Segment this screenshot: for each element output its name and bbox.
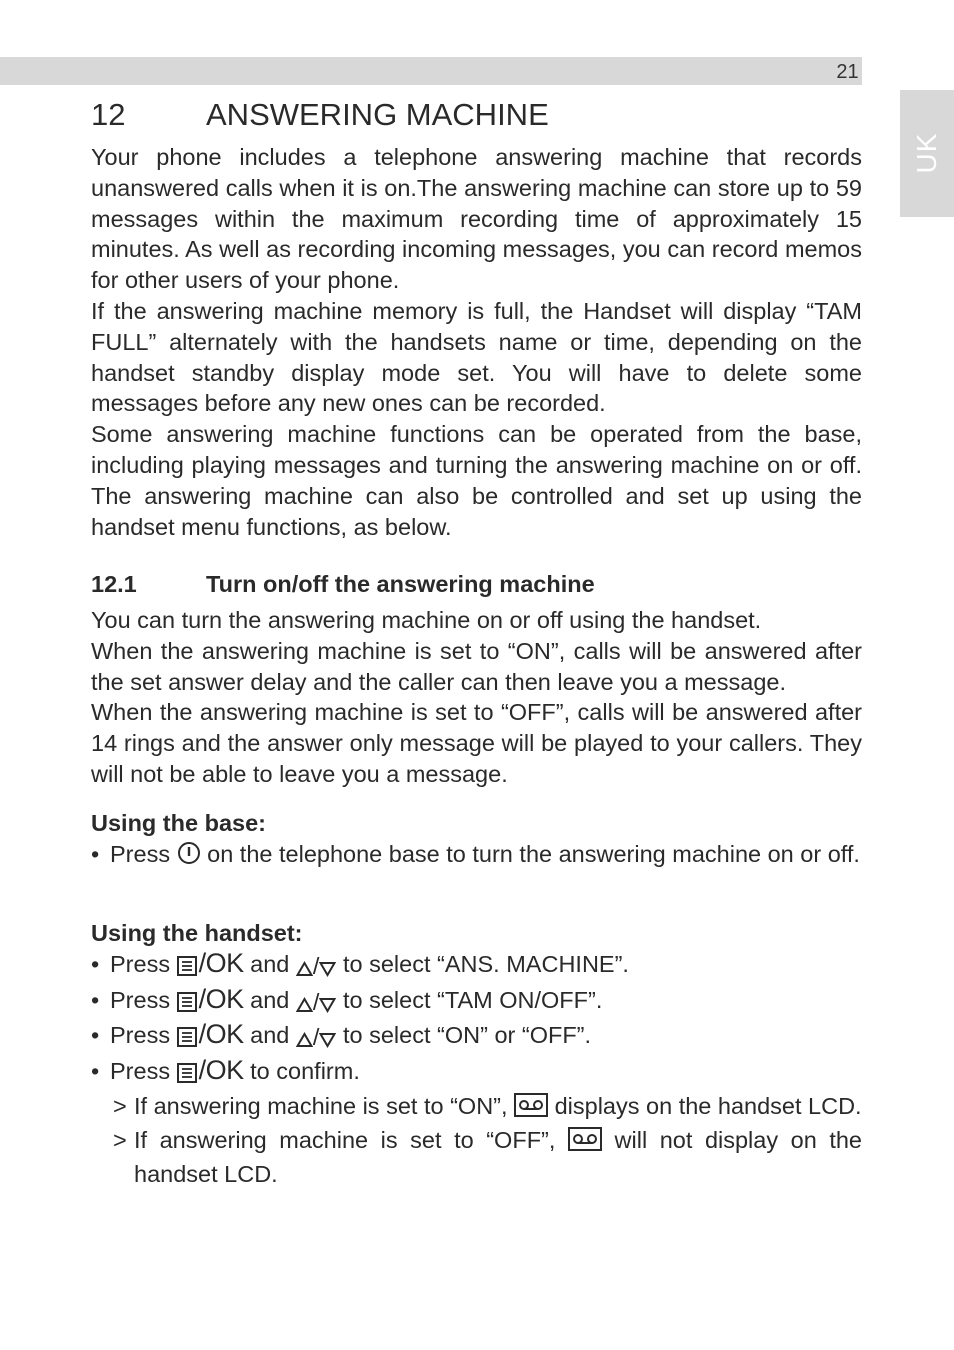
handset-heading: Using the handset: [91,920,303,946]
subsection-body [91,605,862,790]
section-title: ANSWERING MACHINE [206,97,549,132]
language-tab-label: UK [911,132,942,174]
list-item: • Press /OK and / to select “ANS. MACHINE”. [91,949,862,985]
ok-label: /OK [198,1055,244,1086]
section-heading [91,96,549,134]
section-body [91,142,862,542]
menu-icon [177,1024,197,1055]
power-icon [177,841,201,873]
subsection-title: Turn on/off the answering machine [206,571,595,597]
base-heading: Using the base: [91,810,266,836]
down-arrow-icon [319,954,336,985]
up-arrow-icon [296,990,313,1021]
ok-label: /OK [198,983,244,1014]
paragraph: When the answering machine is set to “ON”, calls will be answered after the set answer delay and the caller can then leave you a message. [91,637,862,695]
paragraph: Some answering machine functions can be operated from the base, including playing messages and turning the answering machine on or off. The answering machine can also be controlled and set up using the handset menu functions, as below. [91,421,862,540]
base-instructions [91,808,862,873]
down-arrow-icon [319,990,336,1021]
paragraph: If the answering machine memory is full, the Handset will display “TAM FULL” alternately with the handsets name or time, depending on the handset standby display mode set. You will have to delete some messages before any new ones can be recorded. [91,297,862,417]
ok-label: /OK [198,947,244,978]
tape-icon [514,1093,548,1125]
paragraph: Your phone includes a telephone answering machine that records unanswered calls when it is on.The answering machine can store up to 59 messages within the maximum recording time of approximately 15 minutes. As well as recording incoming messages, you can record memos for other users of your phone. [91,144,862,294]
section-number: 12 [91,97,126,132]
menu-icon [177,989,197,1020]
list-item: • Press on the telephone base to turn the answering machine on or off. [91,839,862,873]
result-item: > If answering machine is set to “ON”, displays on the handset LCD. [91,1091,862,1125]
up-arrow-icon [296,1025,313,1056]
up-arrow-icon [296,954,313,985]
handset-instructions [91,918,862,1189]
down-arrow-icon [319,1025,336,1056]
list-item: • Press /OK to confirm. [91,1056,862,1091]
subsection-heading [91,568,595,600]
tape-icon [568,1127,602,1159]
header-bar [0,57,862,85]
page-number: 21 [836,61,859,83]
paragraph: When the answering machine is set to “OFF”, calls will be answered after 14 rings and the answer only message will be played to your callers. They will not be able to leave you a message. [91,699,862,787]
menu-icon [177,953,197,984]
ok-label: /OK [198,1019,244,1050]
result-item: > If answering machine is set to “OFF”, will not display on the handset LCD. [113,1126,863,1187]
list-item: • Press /OK and / to select “ON” or “OFF”. [91,1020,862,1056]
subsection-number: 12.1 [91,571,137,597]
list-item: • Press /OK and / to select “TAM ON/OFF”. [91,985,862,1021]
menu-icon [177,1060,197,1091]
paragraph: You can turn the answering machine on or off using the handset. [91,607,762,633]
